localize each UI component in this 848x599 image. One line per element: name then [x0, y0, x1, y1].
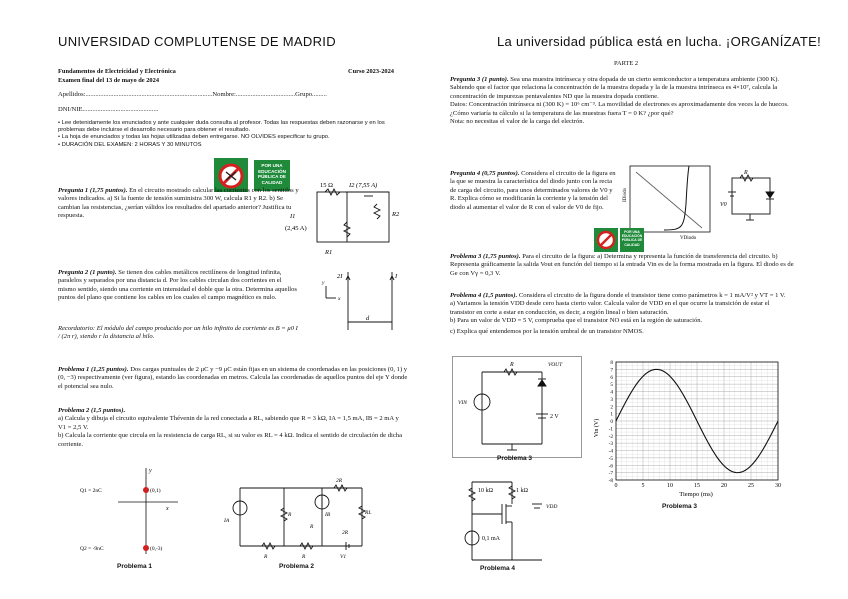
p1-figure: [78, 462, 188, 562]
q1-title: Pregunta 1 (1,75 puntos).: [58, 187, 128, 194]
course-year: Curso 2023-2024: [348, 68, 394, 75]
q1-label-r1: R1: [325, 249, 333, 256]
q4-title: Pregunta 4 (0,75 puntos).: [450, 170, 520, 177]
p3-label-2v: 2 V: [550, 414, 559, 420]
y-tick-label: 5: [610, 382, 613, 389]
p2-label-2r-b: 2R: [342, 530, 349, 536]
q4-circuit-r: R: [744, 170, 748, 176]
p2-part-a: a) Calcula y dibuja el circuito equivalente Thévenin de la red conectada a RL, sabiendo que R = 3 kΩ, IA = 1,5 mA, IB = 2 mA y V1 = 2,5 V.: [58, 415, 399, 431]
q1-label-r2: R2: [392, 211, 400, 218]
x-tick-label: 30: [775, 483, 781, 489]
q1-label-i2: I2 (7,55 A): [349, 182, 378, 189]
diode-characteristic: [664, 166, 689, 230]
y-tick-label: 2: [610, 404, 613, 411]
y-tick-label: -4: [608, 448, 613, 455]
p2-text: [58, 407, 408, 449]
p3-label-r: R: [510, 362, 514, 368]
q1-label-i1-value: (2,45 A): [285, 225, 307, 232]
p2-label-r4: R: [302, 554, 306, 560]
header-right-slogan: La universidad pública está en lucha. ¡ORGANÍZATE!: [497, 34, 822, 49]
q2-label-i: I: [395, 273, 398, 280]
p4-label-vdd: VDD: [546, 504, 558, 510]
dni-field: DNI/NIE..............................................: [58, 106, 159, 113]
q2-label-x: x: [338, 296, 341, 302]
p1-text: [58, 366, 408, 391]
parte-2-title: PARTE 2: [614, 60, 639, 67]
p2-label-ib: IB: [325, 512, 331, 518]
q1-circuit: [285, 178, 405, 258]
p4-circuit: [452, 474, 572, 566]
q2-wires-figure: [300, 268, 410, 338]
x-tick-label: 5: [641, 483, 645, 489]
q3-title: Pregunta 3 (1 punto).: [450, 76, 509, 83]
vin-chart: [588, 356, 788, 498]
y-tick-label: 7: [610, 367, 613, 374]
q4-text: [450, 170, 618, 212]
p2-caption: Problema 2: [279, 563, 315, 570]
q3-text: [450, 76, 795, 126]
protest-sticker-right: [594, 228, 618, 252]
q3-body: Sea una muestra intrínseca y otra dopada de un cierto semiconductor a temperatura ambiente (300 K). Sabiendo que el factor que relaciona la concentración de la muestra dopada y la de la muestra intrínseca es 4×10⁷, calcula la concentración de impurezas pentavalentes ND que la muestra dopada contiene.: [450, 76, 780, 100]
q1-text: [58, 187, 303, 221]
x-tick-label: 15: [694, 483, 700, 489]
vin-xlabel: Tiempo (ms): [679, 491, 713, 498]
header-left-title: UNIVERSIDAD COMPLUTENSE DE MADRID: [58, 34, 336, 49]
charge-q1-icon: [143, 487, 149, 493]
y-tick-label: 0: [610, 419, 613, 425]
p1-axis-y: y: [149, 468, 152, 474]
instruction-1: • Lee detenidamente los enunciados y ante cualquier duda consulta al profesor. Todas las respuestas deben razonarse y en los problemas debe incluirse el desarrollo necesario para obtener el resultado.: [58, 120, 385, 134]
q4-circuit: [720, 168, 780, 226]
p4-circuit-caption: Problema 4: [480, 565, 516, 572]
apellidos-field: Apellidos:.............................................................................Nombre:....................................Grupo.........: [58, 91, 327, 98]
p3-circuit: [452, 356, 582, 458]
p1-title: Problema 1 (1,25 puntos).: [58, 366, 129, 373]
p4-part-a: a) Variamos la tensión VDD desde cero hasta cierto valor. Calcula valor de VDD en el que ocurre la transición de estar el transistor en corte a estar en conducción, es decir, a región lineal o bien saturación.: [450, 300, 770, 316]
p1-q1-label: Q1 = 2nC: [80, 488, 102, 494]
p1-body: Dos cargas puntuales de 2 μC y −9 μC están fijas en un sistema de coordenadas en las posiciones (0, 1) y (0, −3) respectivamente (ver figura), estando las coordenadas en metros. Calcula las coordenadas de aquellos puntos del eje Y donde el potencial sea nulo.: [58, 366, 408, 390]
x-tick-label: 25: [748, 483, 754, 489]
y-tick-label: 1: [610, 411, 613, 418]
q2-body: Se tienen dos cables metálicos rectilíneos de longitud infinita, paralelos y separados por una distancia d. Por los cables circulan dos corrientes en el mismo sentido, siendo una corriente en intensidad el doble que la otra. Determina aquellos puntos del plano que contiene los cables en los cuales el campo magnético es nulo.: [58, 269, 297, 302]
p3-text: [450, 253, 795, 278]
p4-text: [450, 292, 795, 336]
p3-label-vin: VIN: [458, 400, 467, 406]
y-tick-label: -3: [608, 441, 613, 448]
q1-label-i1: I1: [290, 213, 296, 220]
q2-recordatorio: Recordatorio: El módulo del campo producido por un hilo infinito de corriente es B = μ0 I / (2π r), siendo r la distancia al hilo.: [58, 325, 298, 341]
p2-label-r1: R: [288, 512, 292, 518]
y-tick-label: 4: [610, 389, 613, 396]
p1-q2-pos: (0,-3): [150, 546, 163, 552]
badge-right: POR UNA EDUCACIÓN PÚBLICA DE CALIDAD: [620, 228, 644, 252]
p4-part-c: c) Explica qué entendemos por la tensión umbral de un transistor NMOS.: [450, 327, 644, 335]
p4-title: Problema 4 (1,5 puntos).: [450, 292, 518, 299]
y-tick-label: 3: [610, 396, 613, 403]
q2-label-y: y: [322, 280, 325, 286]
y-tick-label: -2: [608, 433, 613, 440]
load-line: [636, 172, 702, 228]
p1-axis-x: x: [166, 506, 169, 512]
charge-q2-icon: [143, 545, 149, 551]
q4-axis-x: VDiodo: [680, 236, 697, 240]
q4-body: Considera el circuito de la figura en la que se muestra la característica del diodo junto con la recta de carga del circuito, para unos determinados valores de V0 y R. Explica cómo se modificarán la corriente y la tensión del diodo al aumentar el valor de R con el valor de V0 de fijo.: [450, 170, 616, 211]
y-tick-label: -5: [608, 455, 613, 462]
p3-circuit-caption: Problema 3: [497, 455, 533, 462]
p3-title: Problema 3 (1,75 puntos).: [450, 253, 521, 260]
instructions: [58, 120, 408, 149]
q2-label-d: d: [366, 315, 370, 322]
q3-datos: Datos: Concentración intrínseca ni (300 K) = 10⁶ cm⁻³. La movilidad de electrones es aproximadamente dos veces la de huecos.: [450, 101, 789, 109]
p4-label-1k: 1 kΩ: [516, 488, 528, 494]
course-title: Fundamentos de Electricidad y Electrónica: [58, 68, 176, 75]
badge-left: POR UNA EDUCACIÓN PÚBLICA DE CALIDAD: [254, 160, 290, 191]
exam-name: Examen final del 13 de mayo de 2024: [58, 77, 160, 84]
instruction-3: • DURACIÓN DEL EXAMEN: 2 HORAS Y 30 MINUTOS: [58, 141, 202, 148]
p1-caption: Problema 1: [117, 563, 153, 570]
p4-part-b: b) Para un valor de VDD = 5 V, comprueba que el transistor NO está en la región de saturación.: [450, 317, 703, 325]
q2-text: [58, 269, 298, 303]
y-tick-label: -6: [608, 463, 613, 470]
p2-label-ia: IA: [224, 518, 230, 524]
x-tick-label: 10: [667, 483, 673, 489]
p4-label-current: 0,1 mA: [482, 536, 500, 542]
q1-body: En el circuito mostrado calcular las corrientes con los sentidos y valores indicados. a) Si la fuente de tensión suministra 300 W, calcula R1 y R2. b) Se cambian las resistencias, ¿serían válidos los resultados del apartado anterior? Justifica tu respuesta.: [58, 187, 299, 220]
p2-label-2r: 2R: [336, 478, 343, 484]
vin-chart-caption: Problema 3: [662, 503, 698, 510]
q3-nota: Nota: no necesitas el valor de la carga del electrón.: [450, 118, 585, 126]
p2-label-v1: V1: [340, 554, 347, 560]
p1-q2-label: Q2 = -9nC: [80, 546, 104, 552]
p2-label-r3: R: [264, 554, 268, 560]
instruction-2: • La hoja de enunciados y todas las hojas utilizadas deben entregarse. NO OLVIDES especificar tu grupo.: [58, 134, 330, 141]
q4-axis-y: IDiodo: [623, 187, 628, 202]
p2-label-r2: R: [310, 524, 314, 530]
vin-ylabel: Vin (V): [594, 418, 600, 438]
no-cuts-icon-right: [594, 228, 618, 252]
p3-label-vout: VOUT: [548, 362, 563, 368]
q2-label-2i: 2I: [337, 273, 343, 280]
y-tick-label: 6: [610, 374, 613, 381]
y-tick-label: -7: [608, 470, 613, 477]
x-tick-label: 20: [721, 483, 727, 489]
p3-body: Para el circuito de la figura: a) Determina y representa la función de transferencia del circuito. b) Representa gráficamente la salida Vout en función del tiempo si la entrada Vin es de la forma mostrada en la figura. El diodo es de Ge con Vγ = 0,3 V.: [450, 253, 794, 277]
q4-circuit-v0: V0: [720, 202, 727, 208]
p1-q1-pos: (0,1): [150, 488, 161, 494]
p2-figure: [222, 468, 372, 560]
p2-part-b: b) Calcula la corriente que circula en la resistencia de carga RL, si su valor es RL = 4 kΩ. Indica el sentido de circulación de dicha corriente.: [58, 432, 403, 448]
q2-title: Pregunta 2 (1 punto).: [58, 269, 117, 276]
y-tick-label: -1: [608, 426, 613, 433]
y-tick-label: -8: [608, 478, 613, 484]
p2-label-rl: RL: [365, 510, 372, 516]
p4-body: Considera el circuito de la figura donde el transistor tiene como parámetros k = 1 mA/V² y VT = 1 V.: [518, 292, 786, 299]
p2-title: Problema 2 (1,5 puntos).: [58, 407, 126, 414]
y-tick-label: 8: [610, 360, 613, 366]
x-tick-label: 0: [614, 483, 618, 489]
p4-label-10k: 10 kΩ: [478, 488, 493, 494]
q1-label-15ohm: 15 Ω: [320, 182, 333, 189]
q3-pregunta: ¿Cómo variaría tu cálculo si la temperatura de las muestras fuera T = 0 K? ¿por qué?: [450, 109, 674, 117]
